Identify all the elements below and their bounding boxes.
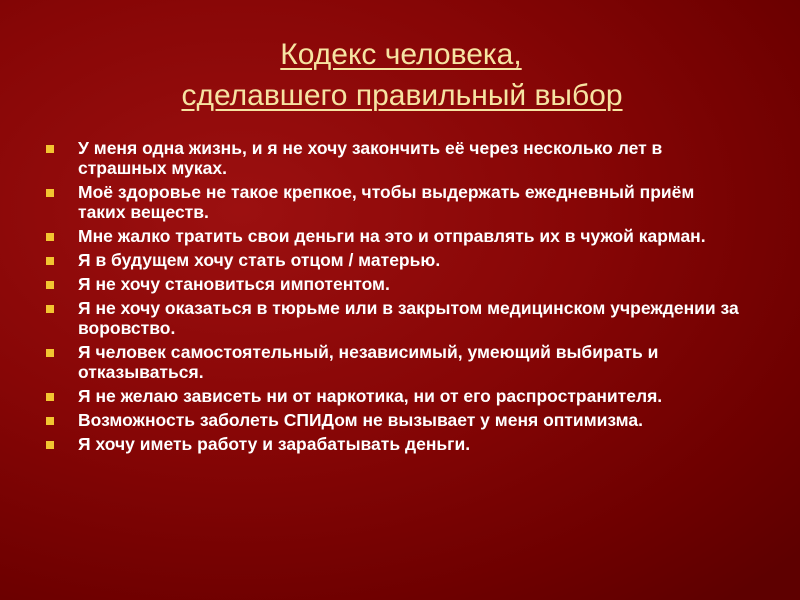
bullet-item (46, 182, 746, 222)
bullet-item (46, 410, 746, 430)
bullet-text: Я не хочу становиться импотентом. (78, 274, 390, 294)
bullet-item (46, 250, 746, 270)
bullet-text: Возможность заболеть СПИДом не вызывает у меня оптимизма. (78, 410, 643, 430)
square-bullet-icon (46, 281, 54, 289)
bullet-item (46, 226, 746, 246)
square-bullet-icon (46, 305, 54, 313)
bullet-list (46, 138, 746, 458)
bullet-text: Моё здоровье не такое крепкое, чтобы выдержать ежедневный приём таких веществ. (78, 182, 695, 222)
bullet-item (46, 386, 746, 406)
title-line-1: Кодекс человека, (280, 38, 522, 71)
slide-title (0, 34, 800, 116)
bullet-text: Я хочу иметь работу и зарабатывать деньги. (78, 434, 471, 454)
square-bullet-icon (46, 349, 54, 357)
bullet-text: Я не желаю зависеть ни от наркотика, ни от его распространителя. (78, 386, 663, 406)
square-bullet-icon (46, 257, 54, 265)
bullet-item (46, 298, 746, 338)
title-line-2: сделавшего правильный выбор (181, 79, 623, 112)
square-bullet-icon (46, 417, 54, 425)
bullet-item (46, 138, 746, 178)
bullet-text: Я в будущем хочу стать отцом / матерью. (78, 250, 441, 270)
square-bullet-icon (46, 233, 54, 241)
square-bullet-icon (46, 145, 54, 153)
square-bullet-icon (46, 189, 54, 197)
bullet-text: Мне жалко тратить свои деньги на это и отправлять их в чужой карман. (78, 226, 706, 246)
square-bullet-icon (46, 393, 54, 401)
bullet-item (46, 342, 746, 382)
bullet-text: Я не хочу оказаться в тюрьме или в закрытом медицинском учреждении за воровство. (78, 298, 739, 338)
bullet-text: Я человек самостоятельный, независимый, умеющий выбирать и отказываться. (78, 342, 659, 382)
bullet-item (46, 434, 746, 454)
square-bullet-icon (46, 441, 54, 449)
bullet-text: У меня одна жизнь, и я не хочу закончить её через несколько лет в страшных муках. (78, 138, 663, 178)
bullet-item (46, 274, 746, 294)
